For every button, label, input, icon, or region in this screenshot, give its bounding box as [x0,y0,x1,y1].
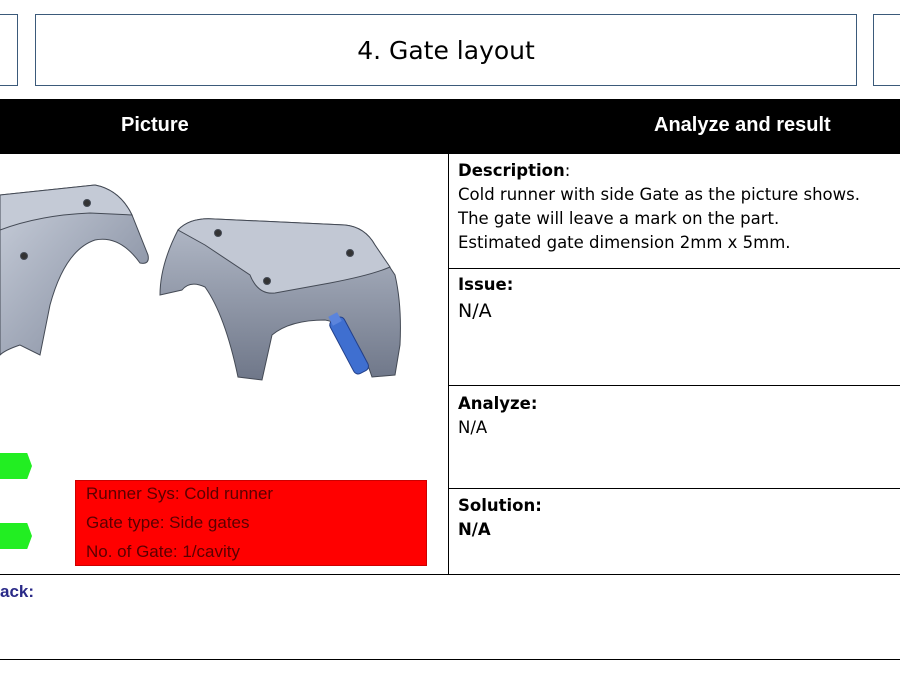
runner-info-box [75,480,427,566]
feedback-label: ack: [0,582,35,601]
analyze-value: N/A [458,418,488,437]
slide-title [35,14,857,86]
solution-cell [458,494,542,542]
description-line-2: The gate will leave a mark on the part. [458,209,780,228]
description-line-3: Estimated gate dimension 2mm x 5mm. [458,233,791,252]
issue-cell [458,273,513,325]
right-part [160,219,400,380]
green-marker-1 [0,453,32,479]
gate-count-text: No. of Gate: 1/cavity [86,542,241,561]
header-picture: Picture [121,114,189,136]
left-title-box [0,14,18,86]
description-line-1: Cold runner with side Gate as the picture shows. [458,185,860,204]
table-bottom-border [0,659,900,660]
row-divider-3 [448,488,900,489]
description-colon: : [564,161,571,180]
table-header [0,99,900,154]
description-cell [458,159,860,255]
green-marker-2 [0,523,32,549]
solution-value: N/A [458,520,491,539]
right-title-box [873,14,900,86]
slide-title-text: 4. Gate layout [357,35,535,65]
issue-value: N/A [458,300,492,322]
header-analyze: Analyze and result [654,114,831,136]
row-divider-1 [448,268,900,269]
description-label: Description [458,161,565,180]
row-divider-2 [448,385,900,386]
solution-label: Solution: [458,496,542,515]
runner-system-text: Runner Sys: Cold runner [86,484,274,503]
part-picture [0,155,448,475]
analyze-label: Analyze: [458,394,538,413]
column-divider [448,154,449,574]
gate-type-text: Gate type: Side gates [86,513,250,532]
left-part [0,185,148,355]
row-divider-bottom [0,574,900,575]
analyze-cell [458,392,537,440]
issue-label: Issue: [458,275,514,294]
